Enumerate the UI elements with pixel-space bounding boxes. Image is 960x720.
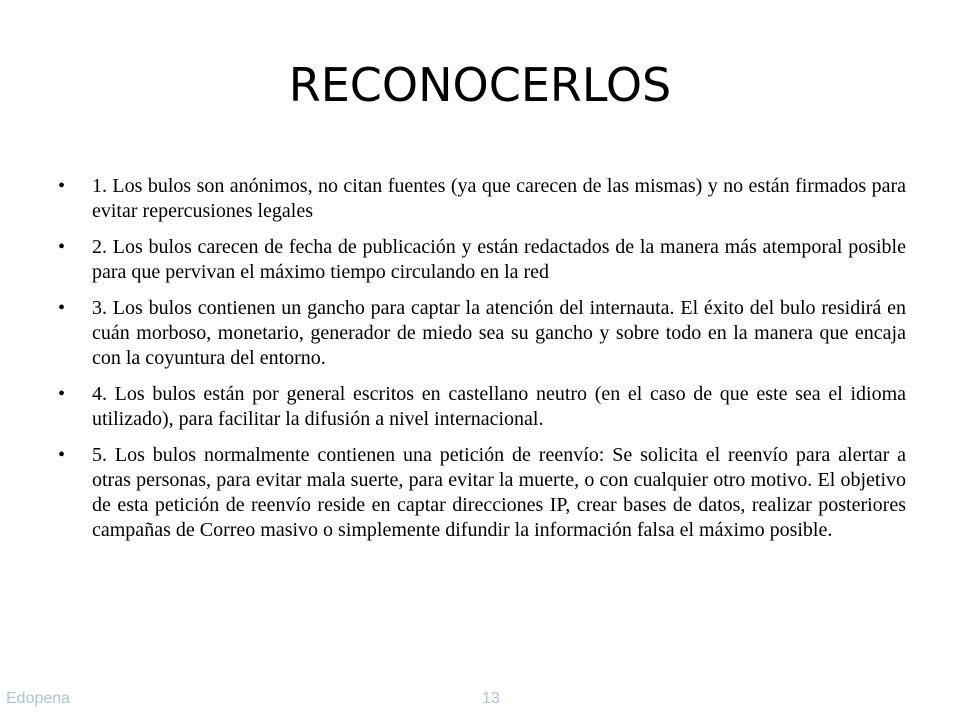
- footer-author: Edopena: [6, 690, 71, 707]
- bullet-icon: •: [58, 297, 66, 319]
- bullet-text-5: 5. Los bulos normalmente contienen una petición de reenvío: Se solicita el reenvío para alertar a otras personas, para evitar mala suerte, para evitar la muerte, o con cualquier otro motivo. El objetivo de esta petición de reenvío reside en captar direcciones IP, crear bases de datos, realizar posteriores campañas de Correo masivo o simplemente difundir la información falsa el máximo posible.: [92, 444, 906, 541]
- slide-title: RECONOCERLOS: [288, 58, 672, 112]
- bullet-icon: •: [58, 383, 66, 405]
- bullet-item-3: [58, 296, 906, 371]
- bullet-icon: •: [58, 175, 66, 197]
- bullet-icon: •: [58, 236, 66, 258]
- bullet-item-4: [58, 382, 906, 432]
- bullet-text-2: 2. Los bulos carecen de fecha de publicación y están redactados de la manera más atemporal posible para que pervivan el máximo tiempo circulando en la red: [92, 236, 906, 283]
- bullet-list: [58, 174, 906, 554]
- bullet-item-5: [58, 443, 906, 543]
- bullet-item-2: [58, 235, 906, 285]
- footer-page-number: 13: [482, 690, 500, 707]
- bullet-text-3: 3. Los bulos contienen un gancho para captar la atención del internauta. El éxito del bulo residirá en cuán morboso, monetario, generador de miedo sea su gancho y sobre todo en la manera que encaja con la coyuntura del entorno.: [92, 297, 906, 369]
- bullet-text-1: 1. Los bulos son anónimos, no citan fuentes (ya que carecen de las mismas) y no están firmados para evitar repercusiones legales: [92, 175, 906, 222]
- bullet-item-1: [58, 174, 906, 224]
- bullet-text-4: 4. Los bulos están por general escritos en castellano neutro (en el caso de que este sea el idioma utilizado), para facilitar la difusión a nivel internacional.: [92, 383, 906, 430]
- bullet-icon: •: [58, 444, 66, 466]
